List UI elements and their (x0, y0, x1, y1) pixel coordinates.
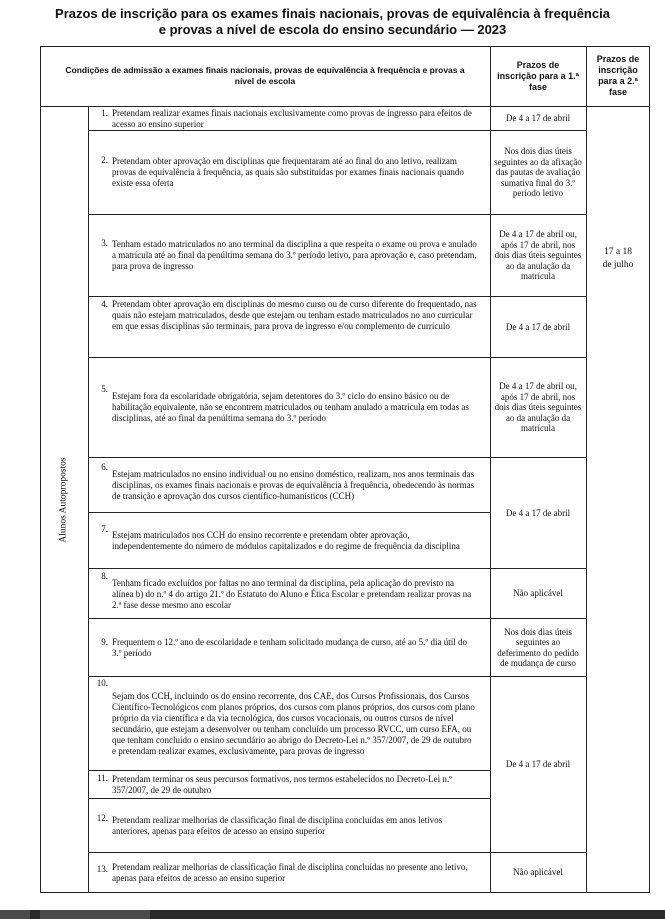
row-number: 13. (96, 864, 108, 874)
document-title (20, 6, 645, 38)
title-line-2: e provas a nível de escola do ensino secundário — 2023 (158, 22, 507, 37)
header-conditions: Condições de admissão a exames finais nacionais, provas de equivalência à frequência e provas a nível de escola (65, 65, 465, 86)
phase-2-line-1: 17 a 18 (604, 247, 632, 257)
row-number: 8. (101, 571, 108, 581)
row-text: Tenham ficado excluídos por faltas no ano terminal da disciplina, pela aplicação do previsto na alínea b) do n.º 4 do artigo 21.º do Estatuto do Aluno e Ética Escolar e pretendam realizar provas na 2.ª fase desse mesmo ano escolar (112, 577, 472, 610)
deadlines-table (40, 46, 650, 893)
row-text: Estejam matriculados nos CCH do ensino recorrente e pretendam obter aprovação, independentemente do número de módulos capitalizados e do regime de frequência da disciplina (112, 529, 460, 551)
row-number: 1. (101, 108, 108, 118)
row-number: 5. (101, 384, 108, 394)
row-text: Pretendam terminar os seus percursos formativos, nos termos estabelecidos no Decreto-Lei n.º 357/2007, de 29 de outubro (112, 773, 452, 795)
row-number: 9. (101, 637, 108, 647)
phase-2-deadline (586, 106, 650, 893)
deadline-cell: Não aplicável (513, 588, 563, 599)
deadline-cell: De 4 a 17 de abril ou, após 17 de abril, nos dois dias úteis seguintes ao da anulação da matrícula (494, 229, 582, 282)
row-text: Pretendam obter aprovação em disciplinas do mesmo curso ou de curso diferente do frequentado, nas quais não estejam matriculados, desde que estejam ou tenham estado matriculados no ano curricular em que essas disciplinas são terminais, para prova de ingresso e/ou complemento de currículo (112, 299, 477, 331)
row-number: 12. (96, 813, 108, 823)
row-number: 3. (101, 238, 108, 248)
row-text: Pretendam realizar melhorias de classificação final de disciplina concluídas em anos letivos anteriores, apenas para efeitos de acesso ao ensino superior (112, 814, 443, 836)
header-phase-1: Prazos de inscrição para a 1.ª fase (497, 59, 579, 92)
row-text: Estejam fora da escolaridade obrigatória, sejam detentores do 3.º ciclo do ensino básico ou de habilitação equivalente, não se encontrem matriculados ou tenham anulado a matrícula em todas as disciplinas, até ao final da penúltima semana do 3.º período (112, 391, 469, 423)
row-text: Tenham estado matriculados no ano terminal da disciplina a que respeita o exame ou prova e anulado a matrícula até ao final da penúltima semana do 3.º período letivo, para aprovação e, caso pretendam, para prova de ingresso (112, 239, 477, 271)
deadline-cell: Não aplicável (513, 867, 563, 878)
deadline-cell: Nos dois dias úteis seguintes ao deferimento do pedido de mudança de curso (497, 626, 579, 668)
row-number: 4. (101, 299, 108, 309)
taskbar-strip (0, 910, 665, 919)
deadline-cell: Nos dois dias úteis seguintes ao da afixação das pautas de avaliação sumativa final do 3.º período letivo (494, 146, 582, 199)
title-line-1: Prazos de inscrição para os exames finais nacionais, provas de equivalência à frequência (55, 6, 610, 21)
deadline-cell: De 4 a 17 de abril (505, 321, 571, 332)
deadline-cell: De 4 a 17 de abril (505, 759, 571, 770)
side-label: Alunos Autopropostos (59, 456, 69, 543)
row-number: 11. (97, 773, 108, 783)
row-number: 6. (101, 462, 108, 472)
row-text: Pretendam obter aprovação em disciplinas que frequentaram até ao final do ano letivo, realizam provas de equivalência à frequência, as quais são substituídas por exames finais nacionais quando existe essa oferta (112, 156, 464, 188)
header-phase-2: Prazos de inscrição para a 2.ª fase (596, 54, 640, 97)
row-text: Sejam dos CCH, incluindo os do ensino recorrente, dos CAE, dos Cursos Profissionais, dos Cursos Científico-Tecnológicos com planos próprios, dos cursos com planos próprios, dos cursos com plano próprio da via científica e da via tecnológica, dos cursos vocacionais, ou outros cursos de nível secundário, que estejam a desenvolver ou tenham concluído um processo RVCC, um curso EFA, ou que tenham concluído o ensino secundário ao abrigo do Decreto-Lei n.º 357/2007, de 29 de outubro e pretendam realizar exames, exclusivamente, para provas de ingresso (112, 690, 475, 756)
row-number: 2. (101, 155, 108, 165)
row-number: 7. (101, 524, 108, 534)
row-text: Pretendam realizar melhorias de classificação final de disciplina concluídas no presente ano letivo, apenas para efeitos de acesso ao ensino superior (112, 861, 468, 883)
deadline-cell: De 4 a 17 de abril (505, 113, 571, 124)
row-text: Frequentem o 12.º ano de escolaridade e tenham solicitado mudança de curso, até ao 5.º dia útil do 3.º período (112, 636, 467, 658)
phase-2-line-2: de julho (602, 260, 634, 270)
deadline-cell: De 4 a 17 de abril ou, após 17 de abril, nos dois dias úteis seguintes ao da anulação da matrícula (494, 381, 582, 434)
row-text: Pretendam realizar exames finais nacionais exclusivamente como provas de ingresso para efeitos de acesso ao ensino superior (112, 108, 472, 129)
row-text: Estejam matriculados no ensino individual ou no ensino doméstico, realizam, nos anos terminais das disciplinas, os exames finais nacionais e provas de equivalência à frequência, obedecendo às normas de transição e aprovação dos cursos científico-humanísticos (CCH) (112, 468, 475, 501)
deadline-cell: De 4 a 17 de abril (505, 507, 571, 518)
row-number: 10. (96, 678, 108, 688)
